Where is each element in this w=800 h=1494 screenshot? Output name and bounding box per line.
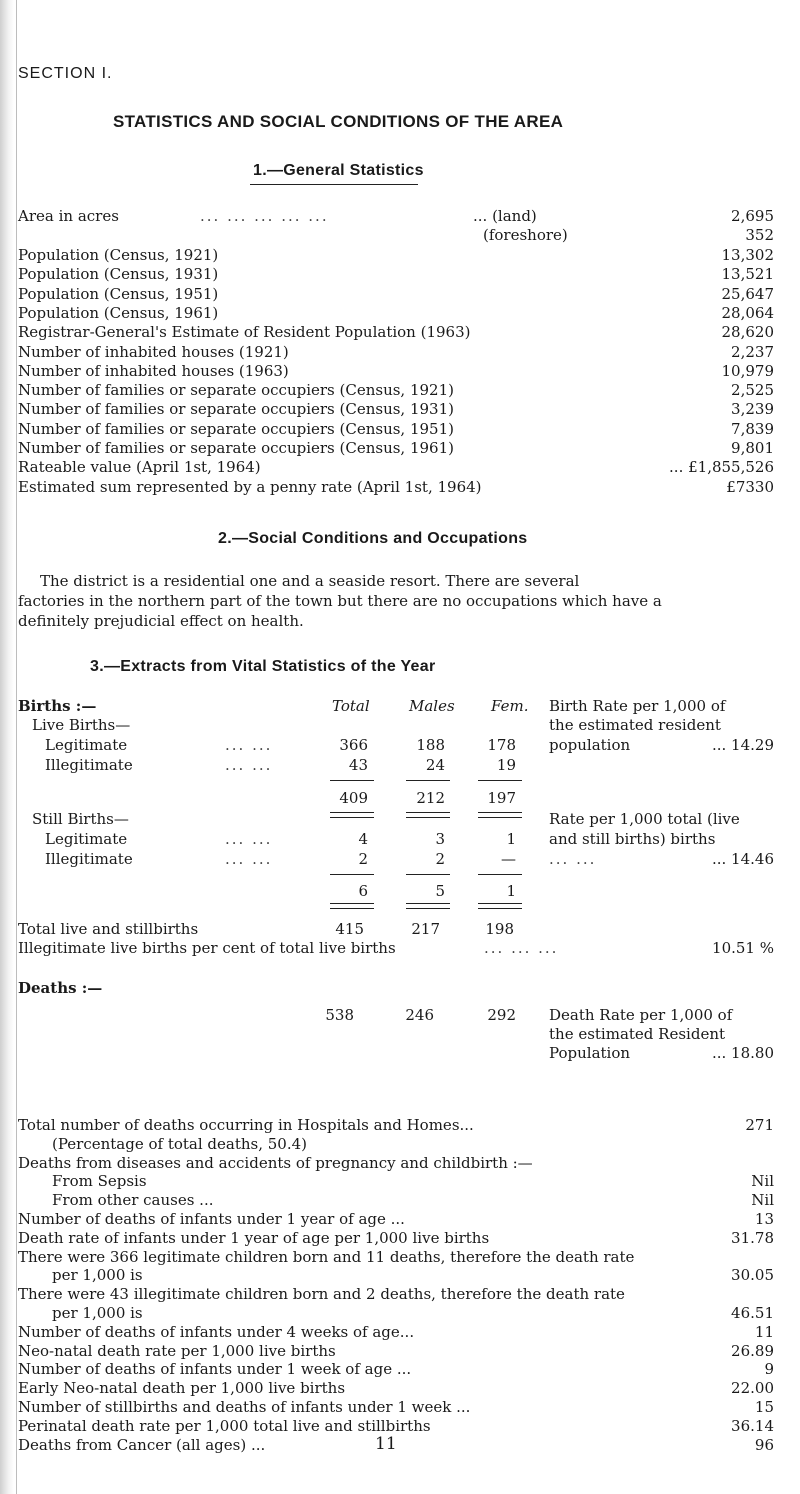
social-heading: 2.—Social Conditions and Occupations [218, 530, 528, 547]
row-value: ... £1,855,526 [669, 458, 774, 476]
sum-rule [406, 874, 450, 875]
row-value: 30.05 [731, 1266, 774, 1284]
social-line-1: The district is a residential one and a seaside resort. There are several [40, 572, 580, 590]
sum-rule [330, 874, 374, 875]
s-illegit-label: Illegitimate [45, 850, 133, 868]
scan-edge [0, 0, 14, 1494]
row-value: 25,647 [721, 285, 774, 303]
illegit-total: 43 [348, 756, 368, 774]
row-label: Number of stillbirths and deaths of infants under 1 week ... [18, 1398, 471, 1416]
illegit-pct-label: Illegitimate live births per cent of total live births [18, 939, 396, 957]
row-value: 15 [754, 1398, 774, 1416]
row-value: 31.78 [731, 1229, 774, 1247]
row-label: Number of inhabited houses (1921) [18, 343, 289, 361]
foreshore-label: (foreshore) [483, 226, 568, 244]
row-label: From Sepsis [52, 1172, 147, 1190]
s-illegit-fem: — [501, 850, 516, 868]
row-label: Number of deaths of infants under 1 week of age ... [18, 1360, 412, 1378]
row-value: 28,064 [721, 304, 774, 322]
death-rate-line-2: the estimated Resident [549, 1025, 726, 1043]
sum-rule [330, 780, 374, 781]
general-heading: 1.—General Statistics [253, 162, 424, 179]
row-label: per 1,000 is [52, 1304, 143, 1322]
leader-dots: ... ... [225, 850, 273, 868]
social-line-3: definitely prejudicial effect on health. [18, 612, 304, 630]
social-line-2: factories in the northern part of the town but there are no occupations which have a [18, 592, 662, 610]
double-rule [330, 812, 374, 818]
row-label: Population (Census, 1961) [18, 304, 219, 322]
row-label: Population (Census, 1921) [18, 246, 219, 264]
area-label: Area in acres [18, 207, 119, 225]
row-value: 10,979 [721, 362, 774, 380]
row-label: Number of families or separate occupiers (Census, 1951) [18, 420, 454, 438]
row-value: 11 [754, 1323, 774, 1341]
double-rule [478, 812, 522, 818]
double-rule [406, 903, 450, 909]
legit-fem: 178 [487, 736, 516, 754]
heading-underline [250, 184, 418, 185]
s-legit-label: Legitimate [45, 830, 128, 848]
row-label: Early Neo-natal death per 1,000 live births [18, 1379, 346, 1397]
row-value: 13,302 [721, 246, 774, 264]
row-value: £7330 [726, 478, 774, 496]
row-label: Deaths from diseases and accidents of pregnancy and childbirth :— [18, 1154, 533, 1172]
row-value: Nil [751, 1191, 774, 1209]
row-value: Nil [751, 1172, 774, 1190]
row-value: 13,521 [721, 265, 774, 283]
leader-dots: ... ... [549, 850, 597, 868]
row-label: Registrar-General's Estimate of Resident Population (1963) [18, 323, 471, 341]
page-number: 11 [375, 1434, 397, 1454]
illegit-males: 24 [425, 756, 445, 774]
row-value: 2,525 [731, 381, 774, 399]
main-title: STATISTICS AND SOCIAL CONDITIONS OF THE AREA [113, 112, 564, 131]
double-rule [406, 812, 450, 818]
legit-males: 188 [416, 736, 445, 754]
leader-dots: ... ... [225, 830, 273, 848]
row-label: (Percentage of total deaths, 50.4) [52, 1135, 308, 1153]
row-label: Deaths from Cancer (all ages) ... [18, 1436, 266, 1454]
row-value: 96 [754, 1436, 774, 1454]
s-illegit-total: 2 [358, 850, 368, 868]
col-males: Males [409, 697, 455, 715]
row-label: Death rate of infants under 1 year of age per 1,000 live births [18, 1229, 490, 1247]
row-value: 9 [764, 1360, 774, 1378]
row-label: Number of families or separate occupiers (Census, 1961) [18, 439, 454, 457]
row-label: There were 366 legitimate children born and 11 deaths, therefore the death rate [18, 1248, 635, 1266]
deaths-label: Deaths :— [18, 979, 103, 997]
leader-dots: ... ... ... ... ... [200, 207, 329, 225]
row-label: Rateable value (April 1st, 1964) [18, 458, 261, 476]
row-label: Population (Census, 1931) [18, 265, 219, 283]
death-rate-line-3: Population [549, 1044, 631, 1062]
leader-dots: ... ... [225, 756, 273, 774]
land-value: 2,695 [731, 207, 774, 225]
live-births-label: Live Births— [32, 716, 131, 734]
death-rate-value: ... 18.80 [711, 1044, 774, 1062]
illegit-fem: 19 [496, 756, 516, 774]
still-sum-males: 5 [435, 882, 445, 900]
s-legit-fem: 1 [506, 830, 516, 848]
total-live-still-label: Total live and stillbirths [18, 920, 199, 938]
row-value: 13 [754, 1210, 774, 1228]
vital-heading: 3.—Extracts from Vital Statistics of the Year [90, 658, 436, 675]
still-sum-fem: 1 [506, 882, 516, 900]
rate-total-value: ... 14.46 [711, 850, 774, 868]
scan-line [16, 0, 17, 1494]
rate-total-line-2: and still births) births [549, 830, 716, 848]
birth-rate-value: ... 14.29 [711, 736, 774, 754]
row-value: 26.89 [731, 1342, 774, 1360]
section-label: SECTION I. [18, 65, 113, 82]
illegit-label: Illegitimate [45, 756, 133, 774]
s-legit-total: 4 [358, 830, 368, 848]
leader-dots: ... ... [225, 736, 273, 754]
deaths-males: 246 [405, 1006, 434, 1024]
legit-label: Legitimate [45, 736, 128, 754]
still-sum-total: 6 [358, 882, 368, 900]
row-label: Number of deaths of infants under 1 year of age ... [18, 1210, 405, 1228]
still-births-label: Still Births— [32, 810, 129, 828]
total-live-still-males: 217 [411, 920, 440, 938]
rate-total-line-1: Rate per 1,000 total (live [549, 810, 740, 828]
row-label: Number of inhabited houses (1963) [18, 362, 289, 380]
leader-dots: ... ... ... [484, 939, 559, 957]
row-value: 9,801 [731, 439, 774, 457]
row-label: Total number of deaths occurring in Hospitals and Homes... [18, 1116, 474, 1134]
row-label: Neo-natal death rate per 1,000 live births [18, 1342, 336, 1360]
birth-rate-line-3: population [549, 736, 631, 754]
row-value: 2,237 [731, 343, 774, 361]
row-value: 22.00 [731, 1379, 774, 1397]
row-label: Number of families or separate occupiers (Census, 1931) [18, 400, 454, 418]
foreshore-value: 352 [745, 226, 774, 244]
legit-total: 366 [339, 736, 368, 754]
total-live-still-total: 415 [335, 920, 364, 938]
total-live-still-fem: 198 [485, 920, 514, 938]
sum-rule [478, 874, 522, 875]
sum-rule [406, 780, 450, 781]
row-label: Number of families or separate occupiers (Census, 1921) [18, 381, 454, 399]
col-fem: Fem. [491, 697, 529, 715]
deaths-fem: 292 [487, 1006, 516, 1024]
death-rate-line-1: Death Rate per 1,000 of [549, 1006, 733, 1024]
s-legit-males: 3 [435, 830, 445, 848]
land-label: ... (land) [473, 207, 537, 225]
deaths-total: 538 [325, 1006, 354, 1024]
double-rule [478, 903, 522, 909]
row-value: 7,839 [731, 420, 774, 438]
live-sum-males: 212 [416, 789, 445, 807]
row-label: per 1,000 is [52, 1266, 143, 1284]
live-sum-fem: 197 [487, 789, 516, 807]
row-label: There were 43 illegitimate children born and 2 deaths, therefore the death rate [18, 1285, 625, 1303]
row-value: 36.14 [731, 1417, 774, 1435]
row-value: 271 [745, 1116, 774, 1134]
s-illegit-males: 2 [435, 850, 445, 868]
col-total: Total [332, 697, 370, 715]
row-value: 3,239 [731, 400, 774, 418]
row-label: From other causes ... [52, 1191, 214, 1209]
illegit-pct-value: 10.51 % [712, 939, 774, 957]
row-value: 46.51 [731, 1304, 774, 1322]
row-label: Estimated sum represented by a penny rate (April 1st, 1964) [18, 478, 482, 496]
birth-rate-line-1: Birth Rate per 1,000 of [549, 697, 726, 715]
births-label: Births :— [18, 697, 97, 715]
live-sum-total: 409 [339, 789, 368, 807]
row-label: Population (Census, 1951) [18, 285, 219, 303]
sum-rule [478, 780, 522, 781]
row-value: 28,620 [721, 323, 774, 341]
row-label: Perinatal death rate per 1,000 total live and stillbirths [18, 1417, 431, 1435]
birth-rate-line-2: the estimated resident [549, 716, 721, 734]
double-rule [330, 903, 374, 909]
row-label: Number of deaths of infants under 4 weeks of age... [18, 1323, 415, 1341]
